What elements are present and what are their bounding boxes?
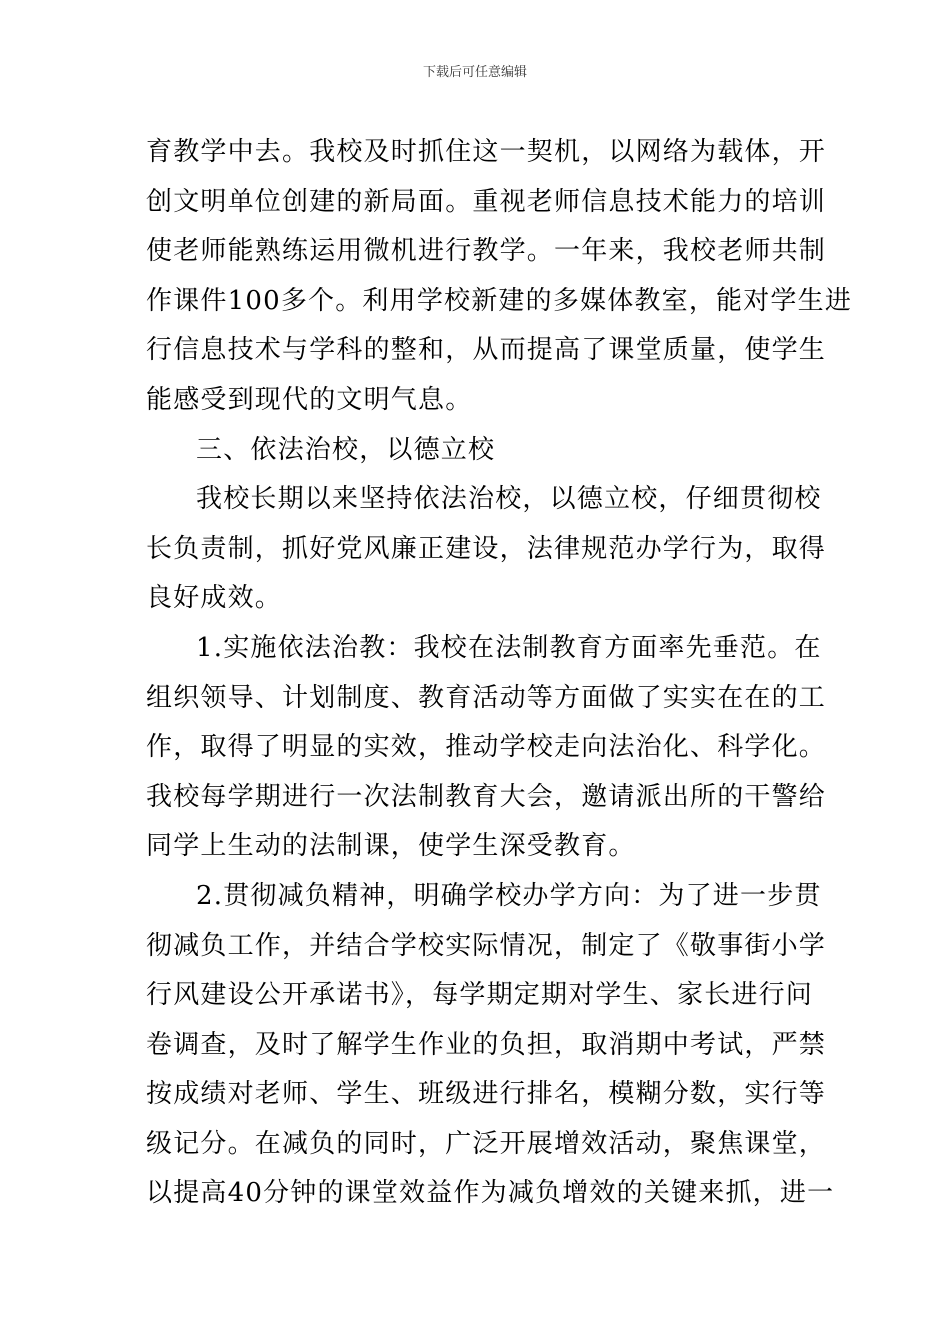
text-line: 作课件100多个。利用学校新建的多媒体教室，能对学生进 — [146, 285, 853, 316]
text-line: 行信息技术与学科的整和，从而提高了课堂质量，使学生 — [146, 335, 827, 366]
text-line: 行风建设公开承诺书》，每学期定期对学生、家长进行问 — [146, 980, 814, 1011]
text-line: 使老师能熟练运用微机进行教学。一年来，我校老师共制 — [146, 236, 827, 267]
text-line: 能感受到现代的文明气息。 — [146, 384, 473, 415]
text-line: 创文明单位创建的新局面。重视老师信息技术能力的培训 — [146, 186, 827, 217]
section-heading: 三、依法治校，以德立校 — [196, 434, 496, 465]
text-line: 同学上生动的法制课，使学生深受教育。 — [146, 831, 636, 862]
document-body — [146, 128, 853, 1219]
text-line: 按成绩对老师、学生、班级进行排名，模糊分数，实行等 — [146, 1079, 827, 1110]
text-line: 组织领导、计划制度、教育活动等方面做了实实在在的工 — [146, 682, 827, 713]
paragraph-start: 1.实施依法治教：我校在法制教育方面率先垂范。在 — [196, 632, 822, 663]
text-line: 我校每学期进行一次法制教育大会，邀请派出所的干警给 — [146, 781, 827, 812]
paragraph-start: 我校长期以来坚持依法治校，以德立校，仔细贯彻校 — [196, 484, 822, 515]
text-line: 以提高40分钟的课堂效益作为减负增效的关键来抓，进一 — [146, 1178, 835, 1209]
text-line: 级记分。在减负的同时，广泛开展增效活动，聚焦课堂， — [146, 1128, 827, 1159]
text-line: 良好成效。 — [146, 583, 283, 614]
text-line: 彻减负工作，并结合学校实际情况，制定了《敬事街小学 — [146, 930, 827, 961]
text-line: 作，取得了明显的实效，推动学校走向法治化、科学化。 — [146, 732, 827, 763]
paragraph-start: 2.贯彻减负精神，明确学校办学方向：为了进一步贯 — [196, 880, 822, 911]
text-line: 育教学中去。我校及时抓住这一契机，以网络为载体，开 — [146, 137, 827, 167]
text-line: 长负责制，抓好党风廉正建设，法律规范办学行为，取得 — [146, 533, 827, 564]
page-header: 下载后可任意编辑 — [422, 65, 527, 80]
text-line: 卷调查，及时了解学生作业的负担，取消期中考试，严禁 — [146, 1029, 827, 1060]
